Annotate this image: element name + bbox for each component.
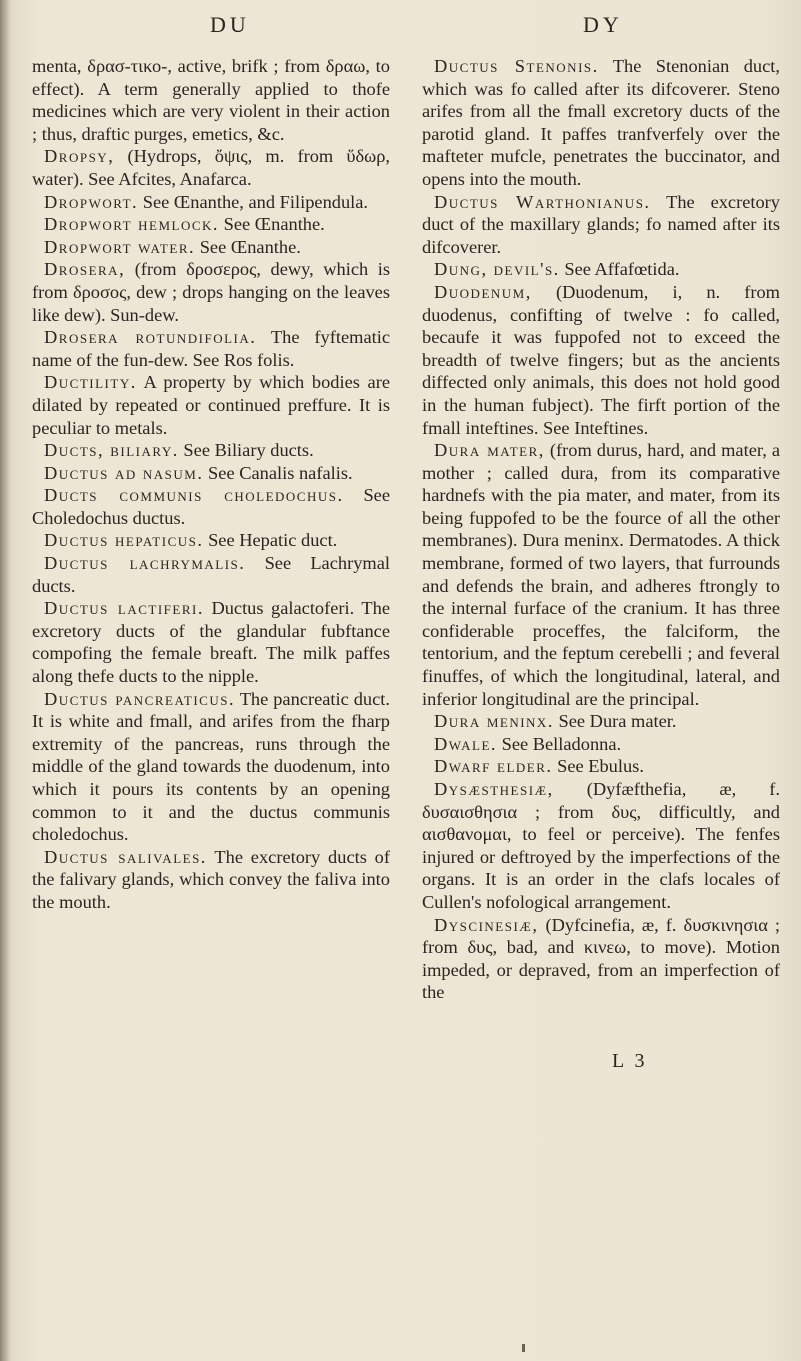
- entry-definition: See Hepatic duct.: [208, 530, 338, 551]
- dictionary-entry: [32, 55, 390, 145]
- entry-definition: See Œnanthe.: [223, 214, 325, 235]
- dictionary-entry: [422, 258, 780, 281]
- entry-headword: Dwarf elder.: [434, 756, 553, 777]
- entry-headword: Dropsy,: [44, 146, 115, 167]
- dictionary-entry: [422, 914, 780, 1004]
- dictionary-entry: [32, 846, 390, 914]
- entry-definition: See Canalis nafalis.: [208, 462, 353, 483]
- entry-headword: Ductus hepaticus.: [44, 530, 204, 551]
- entry-definition: (Dyfæfthefia, æ, f. δυσαισθησια ; from δυς, difficultly, and αισθανομαι, to feel or perceive). The fenfes injured or deftroyed by the imperfections of the organs. It is an order in the clafs locales of Cullen's nofological arrangement.: [422, 779, 780, 912]
- dictionary-entry: [422, 281, 780, 439]
- entry-headword: Ductus ad nasum.: [44, 462, 204, 483]
- dictionary-entry: [32, 258, 390, 326]
- dictionary-entry: [422, 733, 780, 756]
- entry-headword: Ductus lactiferi.: [44, 598, 204, 619]
- dictionary-entry: [422, 439, 780, 710]
- entry-headword: Dropwort.: [44, 191, 139, 212]
- entry-definition: (Hydrops, ὄψις, m. from ὕδωρ, water). See Afcites, Anafarca.: [32, 146, 390, 189]
- dictionary-entry: [32, 213, 390, 236]
- entry-headword: Dwale.: [434, 733, 497, 754]
- dictionary-entry: [32, 236, 390, 259]
- entry-headword: Dung, devil's.: [434, 259, 560, 280]
- entry-definition: See Œnanthe, and Filipendula.: [142, 191, 369, 212]
- dictionary-entry: [32, 597, 390, 687]
- dictionary-entry: [32, 484, 390, 529]
- dictionary-entry: [32, 371, 390, 439]
- right-column: [422, 55, 780, 1004]
- entry-headword: Ductus Stenonis.: [434, 56, 599, 76]
- entry-definition: See Biliary ducts.: [183, 440, 314, 461]
- entry-definition: The pancreatic duct. It is white and fmall, and arifes from the fharp extremity of the pancreas, runs through the middle of the gland towards the duodenum, into which it pours its contents by an opening common to it and the ductus communis choledochus.: [32, 688, 390, 845]
- left-column: [32, 55, 390, 914]
- entry-definition: (Dyfcinefia, æ, f. δυσκινησια ; from δυς, bad, and κινεω, to move). Motion impeded, or depraved, from an imperfection of the: [422, 914, 781, 1003]
- signature-mark: L 3: [612, 1050, 648, 1072]
- entry-definition: The Stenonian duct, which was fo called after its difcoverer. Steno arifes from all the fmall excretory ducts of the parotid gland. It paffes tranfverfely over the mafteter mufcle, penetrates the buccinator, and opens into the mouth.: [422, 56, 780, 189]
- page-binding-shadow: [0, 0, 10, 1361]
- entry-definition: The fyftematic name of the fun-dew. See Ros folis.: [32, 327, 390, 370]
- entry-definition: See Œnanthe.: [199, 236, 301, 257]
- dictionary-entry: [422, 55, 780, 191]
- dictionary-entry: [32, 145, 390, 190]
- entry-definition: See Dura mater.: [558, 711, 677, 732]
- entry-headword: Drosera rotundifolia.: [44, 327, 257, 348]
- entry-definition: (Duodenum, i, n. from duodenus, confifting of twelve : fo called, becaufe it was fuppofed not to exceed the breadth of twelve fingers; but as the ancients diffected only animals, this does not hold good in the human fubject). The firft portion of the fmall inteftines. See Inteftines.: [422, 281, 780, 438]
- entry-definition: See Affafœtida.: [564, 259, 680, 280]
- entry-headword: Ductus salivales.: [44, 846, 207, 867]
- entry-definition: The excretory ducts of the falivary glands, which convey the faliva into the mouth.: [32, 846, 390, 912]
- entry-headword: Ducts communis choledochus.: [44, 485, 344, 506]
- dictionary-entry: [32, 688, 390, 846]
- entry-headword: Dura mater,: [434, 440, 545, 461]
- entry-headword: Ducts, biliary.: [44, 440, 179, 461]
- dictionary-entry: [32, 552, 390, 597]
- running-header-right: DY: [583, 12, 623, 37]
- dictionary-entry: [32, 439, 390, 462]
- entry-headword: Drosera,: [44, 259, 126, 280]
- entry-headword: Dyscinesiæ,: [434, 914, 539, 935]
- entry-headword: Ductus lachrymalis.: [44, 553, 246, 574]
- page-speck: [522, 1344, 525, 1352]
- dictionary-entry: [422, 755, 780, 778]
- entry-definition: (from durus, hard, and mater, a mother ; called dura, from its comparative hardnefs with the pia mater, and mater, from its being fuppofed to be the fource of all the other membranes). Dura meninx. Dermatodes. A thick membrane, formed of two layers, that furrounds and defends the brain, and adheres ftrongly to the internal furface of the cranium. It has three confiderable proceffes, the falciform, the tentorium, and the feptum cerebelli ; and feveral finuffes, of which the longitudinal, lateral, and inferior longitudinal are the principal.: [422, 440, 781, 709]
- entry-headword: Ductus pancreaticus.: [44, 688, 236, 709]
- entry-headword: Dura meninx.: [434, 711, 554, 732]
- entry-headword: Dropwort water.: [44, 236, 196, 257]
- running-header-left: DU: [210, 12, 250, 37]
- dictionary-entry: [32, 529, 390, 552]
- entry-definition: See Lachrymal ducts.: [32, 553, 390, 596]
- entry-headword: Duodenum,: [434, 281, 532, 302]
- entry-definition: Ductus galactoferi. The excretory ducts of the glandular fubftance compofing the female breaft. The milk paffes along thefe ducts to the nipple.: [32, 598, 390, 687]
- dictionary-entry: [422, 778, 780, 914]
- dictionary-entry: [32, 191, 390, 214]
- entry-definition: A property by which bodies are dilated by repeated or continued preffure. It is peculiar to metals.: [32, 372, 390, 438]
- entry-definition: (from δροσερος, dewy, which is from δροσος, dew ; drops hanging on the leaves like dew). Sun-dew.: [32, 259, 390, 325]
- entry-definition: The excretory duct of the maxillary glands; fo named after its difcoverer.: [422, 191, 781, 257]
- entry-definition: See Ebulus.: [557, 756, 644, 777]
- dictionary-entry: [422, 710, 780, 733]
- dictionary-entry: [32, 462, 390, 485]
- entry-definition: menta, δρασ-τικο-, active, brifk ; from δραω, to effect). A term generally applied to thofe medicines which are very violent in their action ; thus, draftic purges, emetics, &c.: [32, 56, 390, 144]
- entry-definition: See Belladonna.: [501, 733, 622, 754]
- entry-headword: Ductus Warthonianus.: [434, 191, 651, 212]
- dictionary-entry: [422, 191, 780, 259]
- entry-headword: Dysæsthesiæ,: [434, 779, 554, 799]
- entry-definition: See Choledochus ductus.: [32, 485, 390, 528]
- dictionary-entry: [32, 326, 390, 371]
- entry-headword: Dropwort hemlock.: [44, 214, 220, 235]
- entry-headword: Ductility.: [44, 372, 137, 393]
